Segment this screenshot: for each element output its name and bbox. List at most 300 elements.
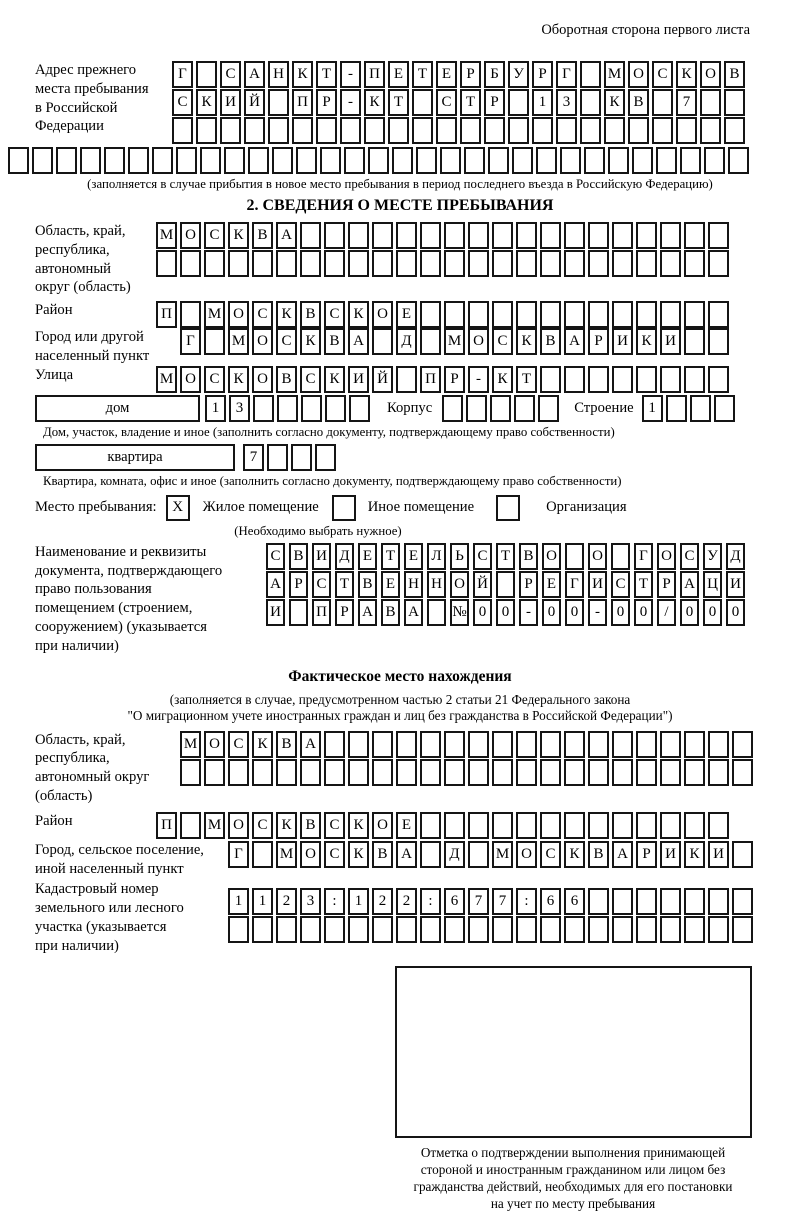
char-cell[interactable]: О [542,543,561,570]
char-cell[interactable] [708,759,729,786]
char-cell[interactable] [348,222,369,249]
char-cell[interactable] [580,89,601,116]
char-cell[interactable] [440,147,461,174]
char-cell[interactable]: П [420,366,441,393]
char-cell[interactable] [565,543,584,570]
char-cell[interactable] [396,222,417,249]
char-cell[interactable]: М [180,731,201,758]
char-cell[interactable]: К [564,841,585,868]
char-cell[interactable]: 0 [565,599,584,626]
char-cell[interactable]: С [324,812,345,839]
char-cell[interactable] [676,117,697,144]
char-cell[interactable] [244,117,265,144]
char-cell[interactable] [300,916,321,943]
char-cell[interactable]: С [276,328,297,355]
char-cell[interactable] [684,328,705,355]
char-cell[interactable]: К [324,366,345,393]
char-cell[interactable]: Т [335,571,354,598]
char-cell[interactable] [204,759,225,786]
char-cell[interactable] [176,147,197,174]
char-cell[interactable] [532,117,553,144]
char-cell[interactable] [200,147,221,174]
char-cell[interactable] [628,117,649,144]
char-cell[interactable]: О [628,61,649,88]
char-cell[interactable] [612,812,633,839]
char-cell[interactable]: П [292,89,313,116]
char-cell[interactable] [588,916,609,943]
char-cell[interactable]: С [312,571,331,598]
char-cell[interactable]: 6 [540,888,561,915]
char-cell[interactable]: В [519,543,538,570]
char-cell[interactable]: С [204,222,225,249]
char-cell[interactable] [660,366,681,393]
char-cell[interactable]: Д [444,841,465,868]
char-cell[interactable] [396,759,417,786]
char-cell[interactable] [684,812,705,839]
char-cell[interactable] [272,147,293,174]
char-cell[interactable] [652,89,673,116]
char-cell[interactable] [660,916,681,943]
char-cell[interactable] [684,731,705,758]
char-cell[interactable] [588,222,609,249]
char-cell[interactable]: Д [726,543,745,570]
char-cell[interactable] [660,731,681,758]
char-cell[interactable] [412,117,433,144]
char-cell[interactable] [156,250,177,277]
char-cell[interactable] [468,301,489,328]
char-cell[interactable] [612,888,633,915]
char-cell[interactable] [492,301,513,328]
char-cell[interactable] [636,301,657,328]
char-cell[interactable] [420,759,441,786]
char-cell[interactable] [268,117,289,144]
char-cell[interactable] [728,147,749,174]
char-cell[interactable]: А [680,571,699,598]
char-cell[interactable] [468,222,489,249]
char-cell[interactable] [732,888,753,915]
char-cell[interactable] [612,366,633,393]
char-cell[interactable] [538,395,559,422]
char-cell[interactable] [348,759,369,786]
char-cell[interactable]: М [228,328,249,355]
char-cell[interactable] [490,395,511,422]
char-cell[interactable]: И [708,841,729,868]
char-cell[interactable] [276,916,297,943]
char-cell[interactable] [516,222,537,249]
char-cell[interactable]: 0 [703,599,722,626]
char-cell[interactable] [427,599,446,626]
char-cell[interactable] [516,731,537,758]
char-cell[interactable] [289,599,308,626]
char-cell[interactable] [316,117,337,144]
char-cell[interactable] [708,812,729,839]
char-cell[interactable] [420,301,441,328]
checkbox-dwelling[interactable]: X [166,495,190,521]
char-cell[interactable]: 2 [396,888,417,915]
char-cell[interactable]: В [289,543,308,570]
char-cell[interactable]: 1 [348,888,369,915]
char-cell[interactable]: Р [636,841,657,868]
char-cell[interactable]: С [473,543,492,570]
char-cell[interactable] [636,250,657,277]
char-cell[interactable] [180,759,201,786]
char-cell[interactable]: П [364,61,385,88]
char-cell[interactable] [324,250,345,277]
char-cell[interactable] [660,301,681,328]
char-cell[interactable]: В [276,366,297,393]
char-cell[interactable] [315,444,336,471]
char-cell[interactable]: С [172,89,193,116]
char-cell[interactable]: Р [444,366,465,393]
char-cell[interactable] [372,328,393,355]
char-cell[interactable]: К [492,366,513,393]
char-cell[interactable] [708,328,729,355]
char-cell[interactable] [252,916,273,943]
char-cell[interactable]: О [372,812,393,839]
char-cell[interactable] [277,395,298,422]
char-cell[interactable]: О [516,841,537,868]
char-cell[interactable] [612,916,633,943]
char-cell[interactable]: С [324,841,345,868]
char-cell[interactable]: 3 [556,89,577,116]
char-cell[interactable] [372,916,393,943]
char-cell[interactable] [540,759,561,786]
char-cell[interactable] [724,117,745,144]
char-cell[interactable] [444,916,465,943]
char-cell[interactable]: 1 [228,888,249,915]
char-cell[interactable]: Н [404,571,423,598]
char-cell[interactable]: В [276,731,297,758]
char-cell[interactable]: № [450,599,469,626]
char-cell[interactable] [348,731,369,758]
char-cell[interactable]: Р [657,571,676,598]
char-cell[interactable]: Е [396,301,417,328]
char-cell[interactable]: - [340,61,361,88]
char-cell[interactable] [608,147,629,174]
char-cell[interactable] [348,250,369,277]
char-cell[interactable] [514,395,535,422]
char-cell[interactable] [372,731,393,758]
char-cell[interactable] [564,916,585,943]
char-cell[interactable] [468,759,489,786]
char-cell[interactable] [340,117,361,144]
char-cell[interactable]: : [516,888,537,915]
char-cell[interactable] [196,61,217,88]
char-cell[interactable]: Ь [450,543,469,570]
char-cell[interactable]: Г [634,543,653,570]
char-cell[interactable]: С [228,731,249,758]
char-cell[interactable]: А [404,599,423,626]
char-cell[interactable] [660,250,681,277]
char-cell[interactable] [420,916,441,943]
char-cell[interactable] [267,444,288,471]
char-cell[interactable]: Й [473,571,492,598]
char-cell[interactable] [660,888,681,915]
char-cell[interactable] [300,250,321,277]
char-cell[interactable]: 7 [676,89,697,116]
char-cell[interactable] [128,147,149,174]
char-cell[interactable] [324,916,345,943]
char-cell[interactable]: 1 [642,395,663,422]
char-cell[interactable] [588,759,609,786]
char-cell[interactable]: Г [180,328,201,355]
char-cell[interactable] [708,916,729,943]
char-cell[interactable]: - [340,89,361,116]
char-cell[interactable] [252,759,273,786]
char-cell[interactable] [492,916,513,943]
char-cell[interactable] [540,731,561,758]
char-cell[interactable]: С [266,543,285,570]
char-cell[interactable]: А [564,328,585,355]
char-cell[interactable]: К [604,89,625,116]
char-cell[interactable]: Е [436,61,457,88]
char-cell[interactable] [684,916,705,943]
char-cell[interactable] [180,250,201,277]
char-cell[interactable] [564,222,585,249]
char-cell[interactable] [420,222,441,249]
char-cell[interactable]: Й [372,366,393,393]
char-cell[interactable] [708,301,729,328]
char-cell[interactable] [460,117,481,144]
char-cell[interactable]: М [276,841,297,868]
char-cell[interactable] [636,222,657,249]
char-cell[interactable] [444,731,465,758]
char-cell[interactable] [708,366,729,393]
char-cell[interactable] [152,147,173,174]
char-cell[interactable]: Е [388,61,409,88]
char-cell[interactable] [224,147,245,174]
char-cell[interactable]: К [228,222,249,249]
char-cell[interactable]: 0 [611,599,630,626]
char-cell[interactable]: М [604,61,625,88]
char-cell[interactable]: И [312,543,331,570]
char-cell[interactable]: С [252,812,273,839]
char-cell[interactable] [604,117,625,144]
char-cell[interactable]: Г [228,841,249,868]
char-cell[interactable]: 0 [542,599,561,626]
char-cell[interactable]: Л [427,543,446,570]
char-cell[interactable]: М [492,841,513,868]
char-cell[interactable] [252,250,273,277]
char-cell[interactable] [301,395,322,422]
char-cell[interactable]: П [156,812,177,839]
char-cell[interactable]: С [324,301,345,328]
char-cell[interactable] [204,328,225,355]
char-cell[interactable]: / [657,599,676,626]
char-cell[interactable] [196,117,217,144]
char-cell[interactable] [540,812,561,839]
char-cell[interactable]: 7 [243,444,264,471]
char-cell[interactable] [468,250,489,277]
char-cell[interactable]: С [680,543,699,570]
char-cell[interactable]: Р [316,89,337,116]
char-cell[interactable]: Р [532,61,553,88]
char-cell[interactable] [516,301,537,328]
char-cell[interactable] [508,117,529,144]
char-cell[interactable]: О [228,812,249,839]
char-cell[interactable] [732,731,753,758]
char-cell[interactable]: К [364,89,385,116]
char-cell[interactable]: К [348,301,369,328]
char-cell[interactable]: О [252,328,273,355]
char-cell[interactable]: Е [358,543,377,570]
char-cell[interactable] [588,366,609,393]
char-cell[interactable] [292,117,313,144]
char-cell[interactable] [540,916,561,943]
char-cell[interactable]: И [660,328,681,355]
char-cell[interactable]: К [252,731,273,758]
char-cell[interactable]: О [204,731,225,758]
char-cell[interactable]: К [228,366,249,393]
char-cell[interactable]: О [252,366,273,393]
char-cell[interactable] [612,301,633,328]
char-cell[interactable]: С [611,571,630,598]
char-cell[interactable] [684,301,705,328]
char-cell[interactable]: - [468,366,489,393]
char-cell[interactable]: С [220,61,241,88]
char-cell[interactable] [436,117,457,144]
char-cell[interactable] [444,222,465,249]
char-cell[interactable] [708,222,729,249]
char-cell[interactable]: К [684,841,705,868]
char-cell[interactable]: М [156,366,177,393]
char-cell[interactable] [420,812,441,839]
char-cell[interactable] [588,301,609,328]
char-cell[interactable] [636,916,657,943]
char-cell[interactable] [180,301,201,328]
char-cell[interactable] [276,759,297,786]
char-cell[interactable] [708,731,729,758]
char-cell[interactable]: К [348,812,369,839]
char-cell[interactable]: А [276,222,297,249]
char-cell[interactable] [300,759,321,786]
char-cell[interactable]: К [196,89,217,116]
char-cell[interactable]: 0 [680,599,699,626]
char-cell[interactable]: Е [542,571,561,598]
char-cell[interactable]: 7 [492,888,513,915]
char-cell[interactable]: И [220,89,241,116]
char-cell[interactable] [636,759,657,786]
char-cell[interactable] [516,759,537,786]
char-cell[interactable] [8,147,29,174]
char-cell[interactable]: С [540,841,561,868]
char-cell[interactable]: С [492,328,513,355]
char-cell[interactable]: М [204,301,225,328]
char-cell[interactable]: 0 [726,599,745,626]
char-cell[interactable] [708,888,729,915]
char-cell[interactable] [228,916,249,943]
char-cell[interactable] [248,147,269,174]
char-cell[interactable] [468,731,489,758]
char-cell[interactable] [564,366,585,393]
char-cell[interactable]: 3 [300,888,321,915]
char-cell[interactable]: В [300,812,321,839]
char-cell[interactable] [300,222,321,249]
char-cell[interactable] [80,147,101,174]
char-cell[interactable]: : [324,888,345,915]
char-cell[interactable]: В [252,222,273,249]
char-cell[interactable] [564,301,585,328]
char-cell[interactable] [296,147,317,174]
char-cell[interactable]: С [252,301,273,328]
char-cell[interactable] [732,759,753,786]
char-cell[interactable] [420,250,441,277]
char-cell[interactable] [516,916,537,943]
char-cell[interactable]: О [468,328,489,355]
char-cell[interactable]: Е [396,812,417,839]
char-cell[interactable]: О [372,301,393,328]
char-cell[interactable]: Д [396,328,417,355]
char-cell[interactable] [324,759,345,786]
char-cell[interactable]: Р [460,61,481,88]
char-cell[interactable] [540,366,561,393]
char-cell[interactable]: В [628,89,649,116]
char-cell[interactable] [536,147,557,174]
char-cell[interactable] [660,812,681,839]
char-cell[interactable] [444,301,465,328]
char-cell[interactable] [588,731,609,758]
char-cell[interactable] [392,147,413,174]
char-cell[interactable] [684,888,705,915]
char-cell[interactable]: О [300,841,321,868]
char-cell[interactable]: М [444,328,465,355]
char-cell[interactable]: А [300,731,321,758]
char-cell[interactable] [396,366,417,393]
char-cell[interactable] [364,117,385,144]
char-cell[interactable] [420,328,441,355]
char-cell[interactable] [252,841,273,868]
char-cell[interactable]: Р [335,599,354,626]
char-cell[interactable]: А [348,328,369,355]
char-cell[interactable]: Ц [703,571,722,598]
char-cell[interactable] [684,250,705,277]
char-cell[interactable] [228,250,249,277]
char-cell[interactable] [612,222,633,249]
char-cell[interactable]: Р [519,571,538,598]
char-cell[interactable]: И [726,571,745,598]
char-cell[interactable] [666,395,687,422]
char-cell[interactable] [468,916,489,943]
char-cell[interactable]: П [156,301,177,328]
char-cell[interactable] [724,89,745,116]
char-cell[interactable] [412,89,433,116]
char-cell[interactable] [228,759,249,786]
char-cell[interactable] [656,147,677,174]
char-cell[interactable] [612,250,633,277]
char-cell[interactable] [496,571,515,598]
char-cell[interactable] [564,250,585,277]
char-cell[interactable] [512,147,533,174]
char-cell[interactable]: Т [388,89,409,116]
char-cell[interactable] [492,812,513,839]
char-cell[interactable] [396,250,417,277]
char-cell[interactable] [564,759,585,786]
char-cell[interactable]: Й [244,89,265,116]
char-cell[interactable]: А [244,61,265,88]
char-cell[interactable] [680,147,701,174]
char-cell[interactable]: В [588,841,609,868]
checkbox-organization[interactable] [496,495,520,521]
char-cell[interactable]: Е [404,543,423,570]
char-cell[interactable]: У [703,543,722,570]
char-cell[interactable]: О [180,222,201,249]
char-cell[interactable]: И [588,571,607,598]
char-cell[interactable] [516,250,537,277]
char-cell[interactable]: 3 [229,395,250,422]
char-cell[interactable]: П [312,599,331,626]
char-cell[interactable]: Р [484,89,505,116]
char-cell[interactable] [442,395,463,422]
